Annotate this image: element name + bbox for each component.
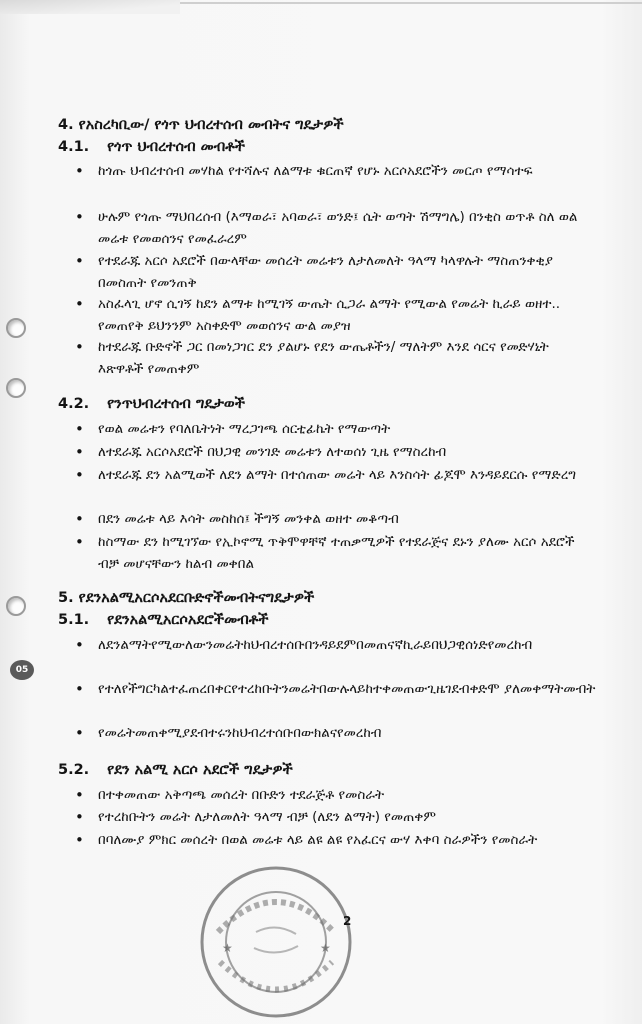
section-title: የደንአልሚአርሶአደርቡድኖችመብትናግዴታዎች — [78, 590, 315, 606]
list-item: በባለሙያ ምክር መሰረት በወል መሬቱ ላይ ልዩ ልዩ የአፈርና ውሃ እቀባ ስራዎችን የመስራት — [98, 832, 538, 848]
list-item: የተለየችግርካልተፈጠረበቀርየተረከቡትንመሬትበውሉላይከተቀመጠውጊዜገደብቀድሞ ያለመቀማትመብት — [98, 681, 596, 697]
bullet-icon: • — [75, 680, 84, 698]
bullet-icon: • — [75, 831, 84, 849]
list-item: ከስማው ደን ከሚገኘው የኢኮኖሚ ጥቅሞዋቸኛ ተጠቃሚዎች የተደራጅና ደኑን ያለሙ አርሶ አደሮች ብቻ መሆናቸውን ከልብ መቀበል — [98, 534, 575, 572]
section-number: 4. — [58, 117, 74, 133]
bullet-icon: • — [75, 724, 84, 742]
bullet-icon: • — [75, 466, 84, 484]
subsection-title: የንጥህብረተሰብ ግዴታወች — [107, 396, 245, 412]
section-title: የአስረካቢው/ የጎጥ ህብረተሰብ መብትና ግዴታዎች — [78, 117, 344, 133]
svg-text:★: ★ — [222, 941, 233, 955]
margin-badge: 05 — [10, 660, 34, 680]
list-item: ከተደራጁ ቡድኖች ጋር በመነጋገር ደን ያልሆኑ የደን ውጤቶችን/ ማለትም እንደ ሳርና የመድሃኒት እጽዋቶች የመጠቀም — [98, 339, 549, 377]
official-stamp — [196, 862, 356, 1022]
list-item: የወል መሬቱን የባለቤትነት ማረጋገጫ ሰርቲፊኬት የማውጣት — [98, 421, 391, 437]
bullet-icon: • — [75, 808, 84, 826]
page-number: 2 — [343, 914, 352, 928]
bullet-icon: • — [75, 295, 84, 313]
subsection-number: 4.2. — [58, 396, 90, 412]
section-heading — [58, 117, 344, 133]
svg-text:★: ★ — [320, 941, 331, 955]
subsection-title: የደንአልሚአርሶአደሮችመብቶች — [107, 612, 269, 628]
subsection-heading — [58, 396, 245, 412]
punch-hole — [6, 596, 26, 616]
list-item: ለደንልማትየሚውለውንመሬትከህብረተሰቡበንዳይደምበመጠናኛኪራይበህጋዊሰነድየመረከብ — [98, 637, 533, 653]
bullet-icon: • — [75, 443, 84, 461]
bullet-icon: • — [75, 162, 84, 180]
subsection-heading — [58, 139, 245, 155]
section-number: 5. — [58, 590, 74, 606]
subsection-number: 5.1. — [58, 612, 90, 628]
list-item: ከጎጡ ህብረተሰብ መሃከል የተሻሉና ለልማቱ ቁርጠኛ የሆኑ አርሶአደሮችን መርጦ የማሳተፍ — [98, 163, 533, 179]
subsection-number: 4.1. — [58, 139, 90, 155]
bullet-icon: • — [75, 208, 84, 226]
subsection-title: የደን አልሚ አርሶ አደሮች ግዴታዎች — [107, 762, 293, 778]
punch-hole — [6, 318, 26, 338]
bullet-icon: • — [75, 636, 84, 654]
list-item: በተቀመጠው አቅጣጫ መሰረት በቡድን ተደራጅቶ የመስራት — [98, 787, 385, 803]
list-item: አስፈላጊ ሆኖ ሲገኝ ከደን ልማቱ ከሚገኝ ውጤት ሲጋራ ልማት የሚውል የመሬት ኪራይ ወዘተ.. የመጠየቅ ይህንንም አስቀድሞ መወሰንና ውል መያዝ — [98, 296, 561, 334]
list-item: የመሬትመጠቀሚያደብተሩንከህብረተሰቡበውክልናየመረከብ — [98, 725, 382, 741]
bullet-icon: • — [75, 533, 84, 551]
list-item: በደን መሬቱ ላይ እሳት መስከሰ፤ ችግኝ መንቀል ወዘተ መቆጣብ — [98, 511, 399, 527]
list-item: ሁሉም የጎጡ ማህበረሰብ (እማወራ፣ አባወራ፣ ወንድ፤ ሴት ወጣት ሽማግሌ) በንቂስ ወጥቶ ስለ ወል መሬቱ የመወሰንና የመፈራረም — [98, 209, 578, 247]
subsection-number: 5.2. — [58, 762, 90, 778]
bullet-icon: • — [75, 420, 84, 438]
bullet-icon: • — [75, 786, 84, 804]
list-item: ለተደራጁ ደን አልሚወች ለደን ልማት በተሰጠው መሬት ላይ እንስሳት ፊጆሞ እንዳይደርሱ የማድረግ — [98, 467, 577, 483]
subsection-title: የጎጥ ህብረተሰብ መብቶች — [107, 139, 246, 155]
bullet-icon: • — [75, 510, 84, 528]
subsection-heading — [58, 612, 269, 628]
punch-hole — [6, 378, 26, 398]
list-item: ለተደራጁ አርሶአደሮች በህጋዊ መንገድ መሬቱን ለተወሰነ ጊዜ የማስረከብ — [98, 444, 447, 460]
list-item: የተደራጁ አርሶ አደሮች በውላቸው መሰረት መሬቱን ለታለመለት ዓላማ ካላዋሉት ማስጠንቀቂያ በመስጠት የመንጠቅ — [98, 253, 553, 291]
list-item: የተረከቡትን መሬት ለታለመለት ዓላማ ብቻ (ለደን ልማት) የመጠቀም — [98, 809, 436, 825]
bullet-icon: • — [75, 252, 84, 270]
subsection-heading — [58, 762, 293, 778]
bullet-icon: • — [75, 338, 84, 356]
page-top-edge — [180, 2, 642, 4]
page-fold-shadow — [0, 0, 180, 14]
section-heading — [58, 590, 314, 606]
